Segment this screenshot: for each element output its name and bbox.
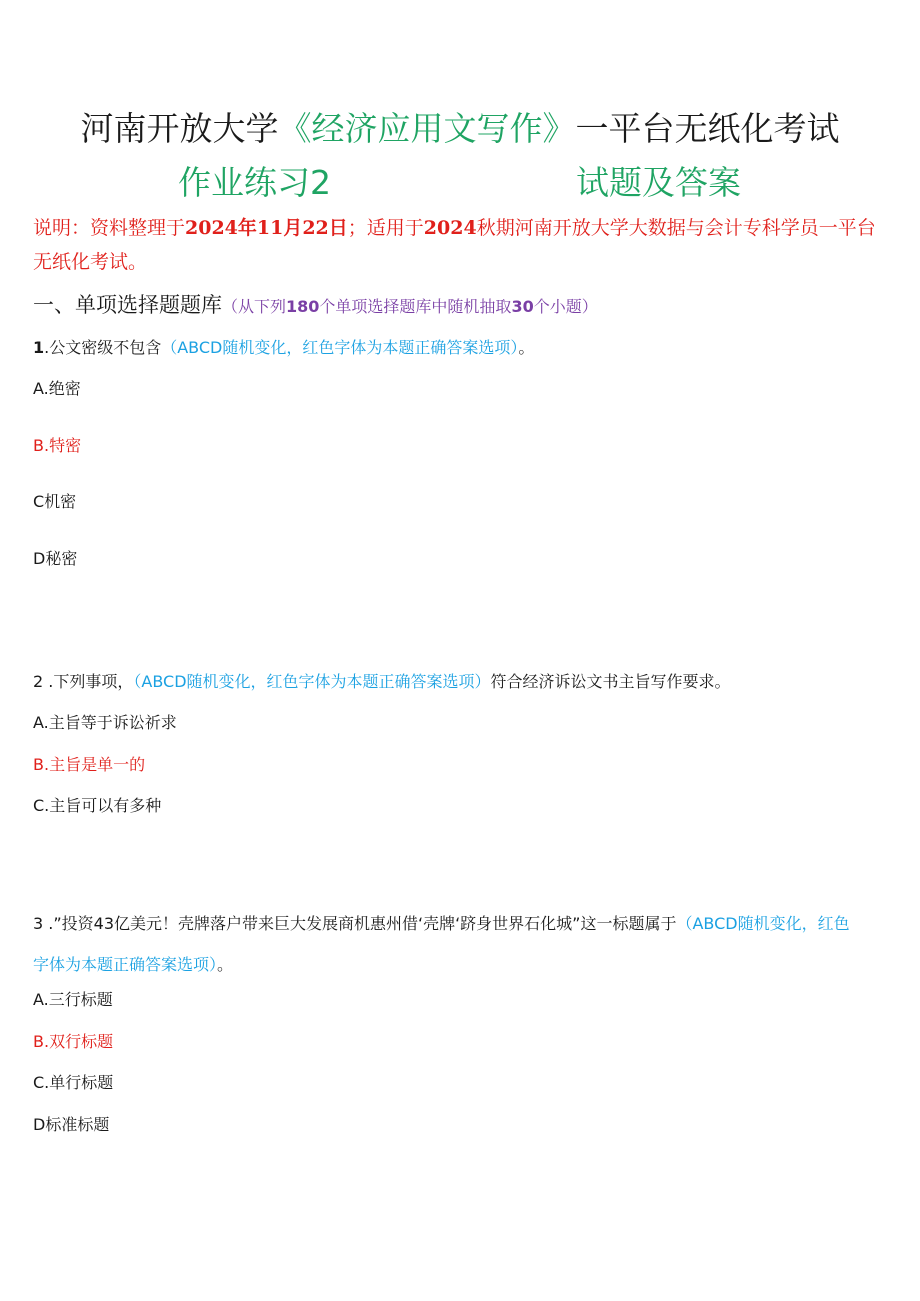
hint-total: 180 bbox=[286, 297, 320, 316]
option-2c[interactable]: C.主旨可以有多种 bbox=[33, 796, 162, 815]
subtitle-right: 试题及答案 bbox=[576, 163, 741, 202]
option-2a[interactable]: A.主旨等于诉讼祈求 bbox=[33, 713, 177, 732]
option-3a[interactable]: A.三行标题 bbox=[33, 990, 113, 1009]
question-text: .”投资43亿美元！壳牌落户带来巨大发展商机惠州借‘壳牌‘跻身世界石化城”这一标题属于 bbox=[43, 914, 677, 933]
question-1 bbox=[33, 335, 534, 361]
option-3d[interactable]: D标准标题 bbox=[33, 1115, 110, 1134]
title-suffix: 一平台无纸化考试 bbox=[575, 109, 840, 148]
course-name: 《经济应用文写作》 bbox=[278, 109, 576, 148]
question-hint: （ABCD随机变化，红色字体为本题正确答案选项） bbox=[33, 914, 850, 974]
question-text-end: 。 bbox=[217, 955, 234, 974]
question-text-end: 符合经济诉讼文书主旨写作要求。 bbox=[490, 672, 731, 691]
question-text-end: 。 bbox=[518, 338, 535, 357]
question-2 bbox=[33, 669, 731, 695]
question-number: 1 bbox=[33, 338, 45, 357]
option-1a[interactable]: A.绝密 bbox=[33, 379, 81, 398]
hint-pick: 30 bbox=[511, 297, 534, 316]
title-prefix: 河南开放大学 bbox=[80, 109, 279, 148]
hint-mid: 个单项选择题库中随机抽取 bbox=[319, 297, 512, 316]
option-3c[interactable]: C.单行标题 bbox=[33, 1073, 114, 1092]
note-part1: 说明：资料整理于 bbox=[33, 217, 186, 239]
option-2b[interactable]: B.主旨是单一的 bbox=[33, 755, 146, 774]
option-1b[interactable]: B.特密 bbox=[33, 436, 82, 455]
section-hint bbox=[222, 297, 598, 316]
question-3 bbox=[33, 903, 863, 985]
note-paragraph bbox=[33, 211, 891, 279]
question-hint: （ABCD随机变化，红色字体为本题正确答案选项） bbox=[133, 672, 491, 691]
question-number: 3 bbox=[33, 914, 44, 933]
question-text: .下列事项， bbox=[43, 672, 134, 691]
option-1d[interactable]: D秘密 bbox=[33, 549, 78, 568]
option-1c[interactable]: C机密 bbox=[33, 492, 77, 511]
question-hint: （ABCD随机变化，红色字体为本题正确答案选项） bbox=[161, 338, 519, 357]
section-heading bbox=[33, 289, 598, 323]
note-part2: ；适用于 bbox=[347, 217, 424, 239]
option-3b[interactable]: B.双行标题 bbox=[33, 1032, 114, 1051]
subtitle-left: 作业练习2 bbox=[178, 163, 331, 202]
question-number: 2 bbox=[33, 672, 44, 691]
hint-close: 个小题） bbox=[533, 297, 598, 316]
hint-open: （从下列 bbox=[222, 297, 287, 316]
note-part3: 秋期河南开放大学大数据与会计专科学员一平台无纸化考试。 bbox=[33, 217, 876, 273]
document-title bbox=[0, 104, 920, 154]
section-title: 一、单项选择题题库 bbox=[33, 293, 222, 317]
note-date: 2024年11月22日 bbox=[185, 217, 348, 239]
note-term: 2024 bbox=[423, 217, 477, 239]
question-text: .公文密级不包含 bbox=[44, 338, 162, 357]
